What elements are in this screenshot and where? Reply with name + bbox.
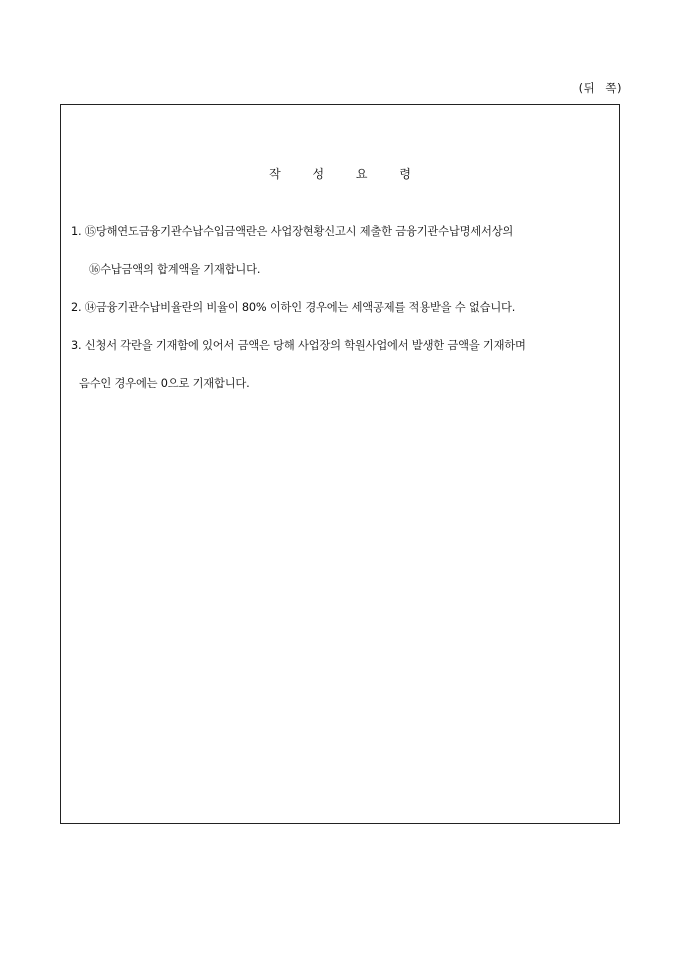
instruction-line-2: 2. ⑭금융기관수납비율란의 비율이 80% 이하인 경우에는 세액공제를 적용받을 수 없습니다. bbox=[71, 301, 516, 314]
section-title: 작 성 요 령 bbox=[269, 167, 411, 181]
instructions-box bbox=[60, 104, 620, 824]
instruction-line-1: 1. ⑮당해연도금융기관수납수입금액란은 사업장현황신고시 제출한 금융기관수납명세서상의 bbox=[71, 225, 514, 238]
instruction-line-3: 3. 신청서 각란을 기재함에 있어서 금액은 당해 사업장의 학원사업에서 발생한 금액을 기재하며 bbox=[71, 339, 526, 352]
instruction-line-1-continued: ⑯수납금액의 합계액을 기재합니다. bbox=[89, 263, 261, 276]
page-side-label: (뒤 쪽) bbox=[578, 81, 622, 95]
instruction-line-3-continued: 음수인 경우에는 0으로 기재합니다. bbox=[79, 377, 250, 390]
